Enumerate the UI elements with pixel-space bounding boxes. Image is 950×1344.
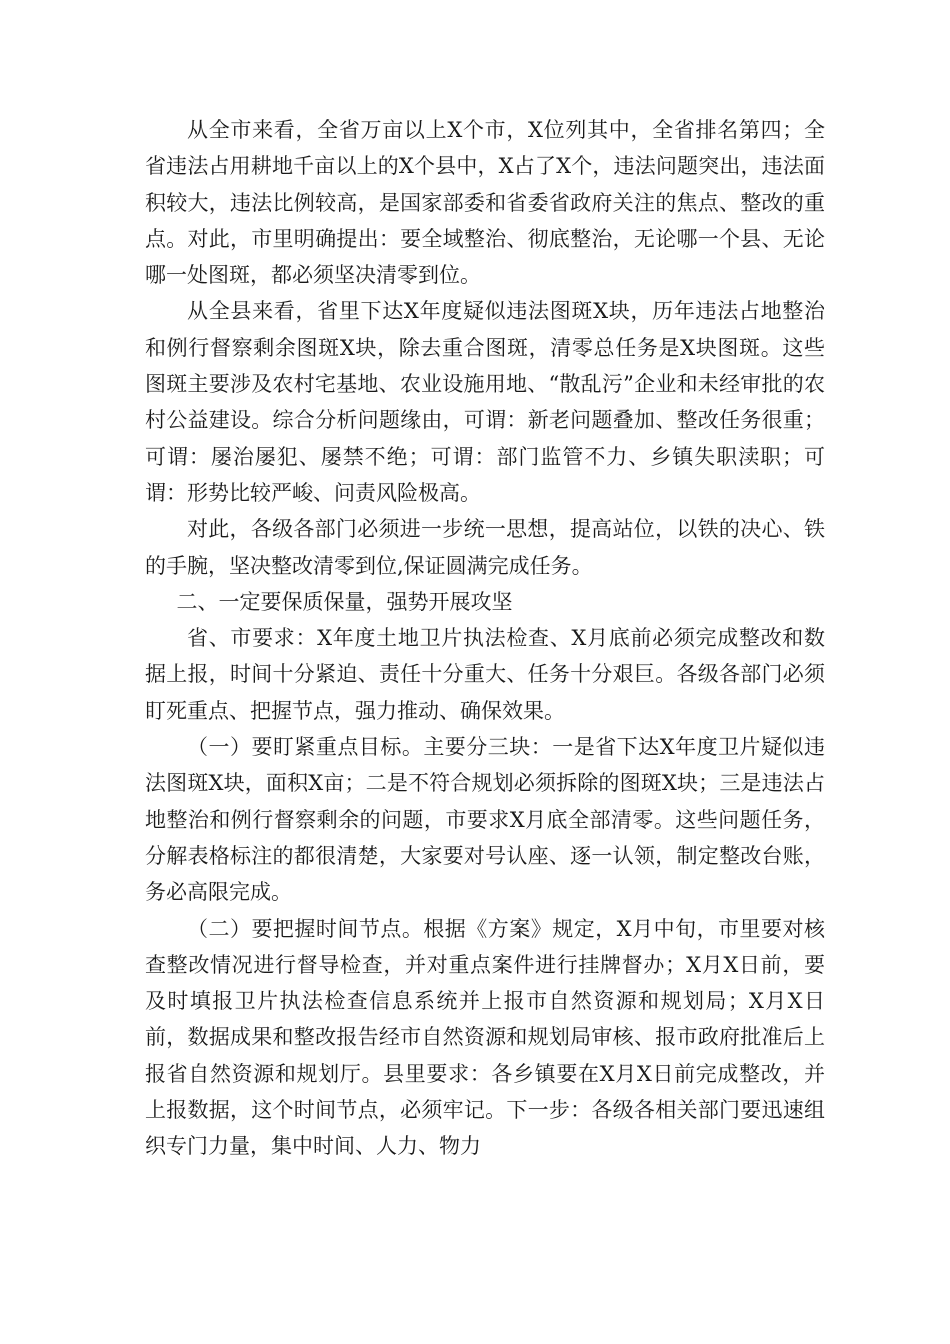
document-body (145, 112, 825, 1165)
paragraph-requirements: 省、市要求：X年度土地卫片执法检查、X月底前必须完成整改和数据上报，时间十分紧迫、责任十分重大、任务十分艰巨。各级各部门必须盯死重点、把握节点，强力推动、确保效果。 (145, 626, 825, 723)
paragraph-unify-thinking: 对此，各级各部门必须进一步统一思想，提高站位，以铁的决心、铁的手腕，坚决整改清零到位,保证圆满完成任务。 (145, 517, 825, 578)
paragraph-time-nodes: （二）要把握时间节点。根据《方案》规定，X月中旬，市里要对核查整改情况进行督导检查，并对重点案件进行挂牌督办；X月X日前，要及时填报卫片执法检查信息系统并上报市自然资源和规划局；X月X日前，数据成果和整改报告经市自然资源和规划局审核、报市政府批准后上报省自然资源和规划厅。县里要求：各乡镇要在X月X日前完成整改，并上报数据，这个时间节点，必须牢记。下一步：各级各相关部门要迅速组织专门力量，集中时间、人力、物力 (145, 916, 825, 1159)
section-heading-two: 二、一定要保质保量，强势开展攻坚 (176, 589, 513, 614)
paragraph-key-targets: （一）要盯紧重点目标。主要分三块：一是省下达X年度卫片疑似违法图斑X块，面积X亩；二是不符合规划必须拆除的图斑X块；三是违法占地整治和例行督察剩余的问题，市要求X月底全部清零。这些问题任务，分解表格标注的都很清楚，大家要对号认座、逐一认领，制定整改台账，务必高限完成。 (145, 735, 825, 905)
paragraph-county-overview: 从全县来看，省里下达X年度疑似违法图斑X块，历年违法占地整治和例行督察剩余图斑X块，除去重合图斑，清零总任务是X块图斑。这些图斑主要涉及农村宅基地、农业设施用地、“散乱污”企业和未经审批的农村公益建设。综合分析问题缘由，可谓：新老问题叠加、整改任务很重；可谓：屡治屡犯、屡禁不绝；可谓：部门监管不力、乡镇失职渎职；可谓：形势比较严峻、问责风险极高。 (145, 299, 825, 505)
paragraph-city-overview: 从全市来看，全省万亩以上X个市，X位列其中，全省排名第四；全省违法占用耕地千亩以上的X个县中，X占了X个，违法问题突出，违法面积较大，违法比例较高，是国家部委和省委省政府关注的焦点、整改的重点。对此，市里明确提出：要全域整治、彻底整治，无论哪一个县、无论哪一处图斑，都必须坚决清零到位。 (145, 118, 825, 288)
